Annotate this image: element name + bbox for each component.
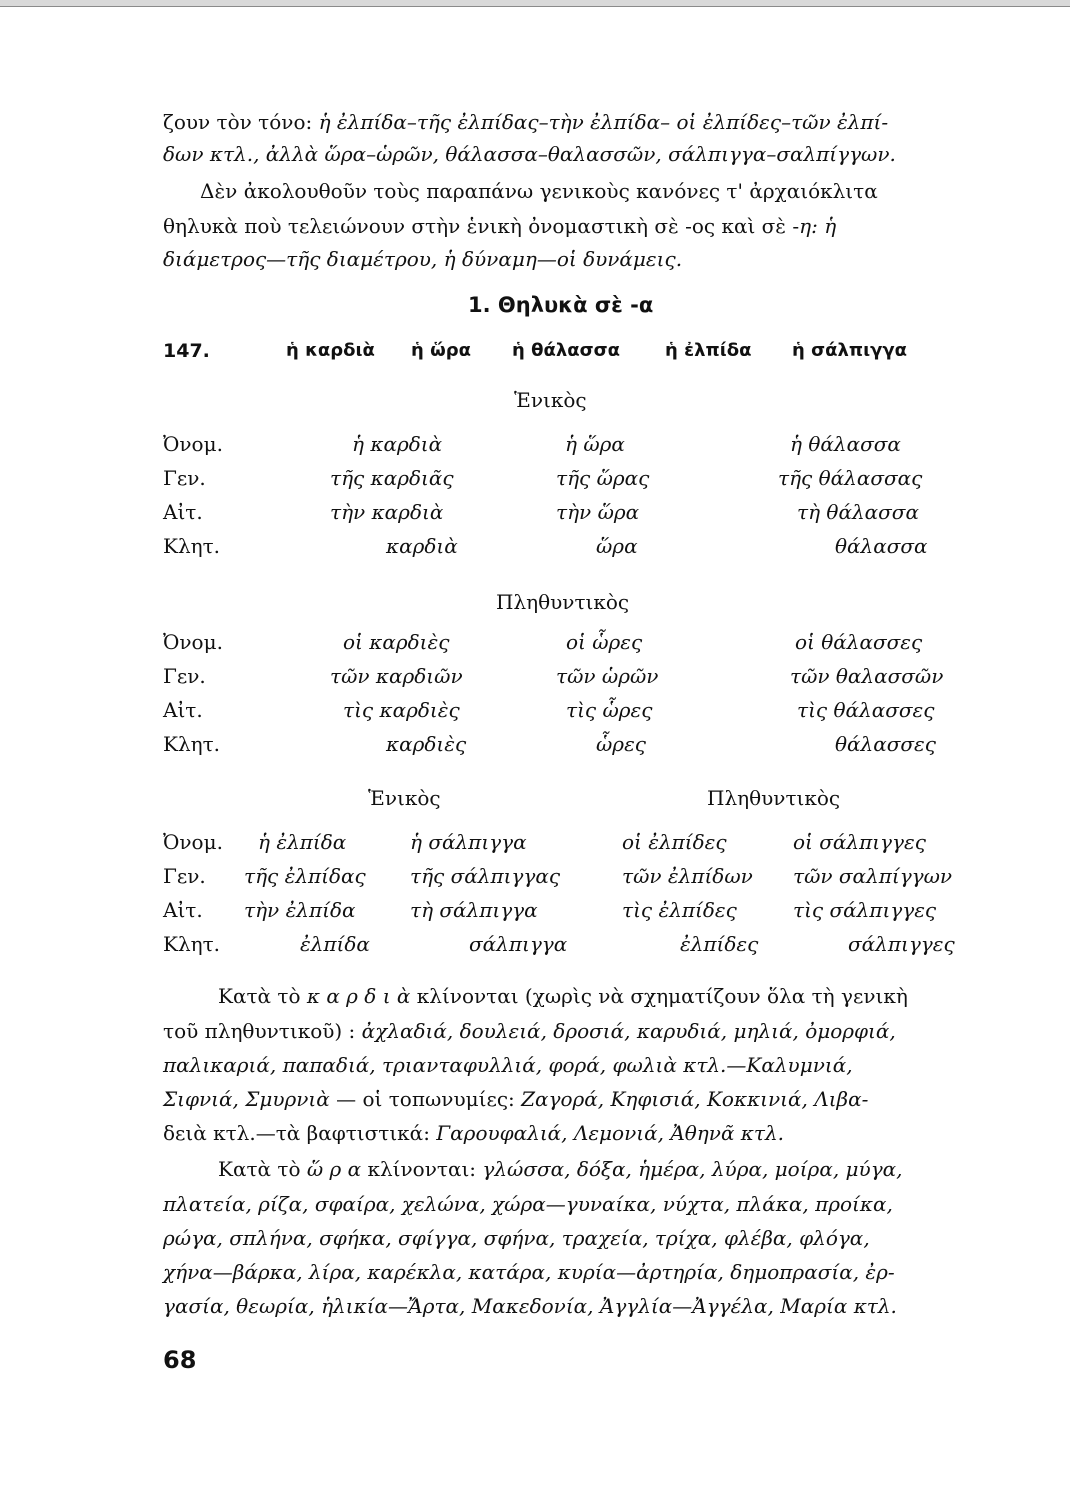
form-cell: τὶς θάλασσες — [797, 698, 935, 722]
case-label: Ὀνομ. — [163, 830, 223, 854]
para2-model-word: ὥ ρ α — [306, 1157, 362, 1181]
case-label: Κλητ. — [163, 534, 221, 558]
page-number: 68 — [163, 1346, 197, 1374]
para1-text: — οἱ τοπωνυμίες: — [329, 1087, 522, 1111]
table-row — [0, 664, 1070, 698]
paradigm-word-5: ἡ σάλπιγγα — [792, 340, 907, 361]
table-row — [0, 630, 1070, 664]
table1-plural-heading: Πληθυντικὸς — [496, 590, 630, 614]
para2-line-1 — [218, 1151, 903, 1187]
para1-examples: Γαρουφαλιά, Λεμονιά, Ἀθηνᾶ κτλ. — [436, 1121, 785, 1145]
form-cell: σάλπιγγα — [469, 932, 568, 956]
form-cell: τῶν καρδιῶν — [330, 664, 463, 688]
form-cell: τὴν ἐλπίδα — [244, 898, 356, 922]
para2-text: κλίνονται: — [361, 1157, 483, 1181]
table-row — [0, 830, 1070, 864]
form-cell: τῶν θαλασσῶν — [790, 664, 944, 688]
form-cell: τῆς σάλπιγγας — [410, 864, 561, 888]
para1-examples: Ζαγορά, Κηφισιά, Κοκκινιά, Λιβα- — [521, 1087, 869, 1111]
form-cell: ἡ θάλασσα — [790, 432, 901, 456]
intro-line-1-text: ζουν τὸν τόνο: — [163, 110, 319, 134]
intro-line-1 — [163, 104, 888, 140]
table-row — [0, 500, 1070, 534]
case-label: Αἰτ. — [163, 898, 203, 922]
form-cell: τῆς καρδιᾶς — [330, 466, 454, 490]
para1-line-2 — [163, 1013, 896, 1049]
para1-text: —τὰ βαφτιστικά: — [255, 1121, 437, 1145]
form-cell: ἡ σάλπιγγα — [410, 830, 527, 854]
para2-line-4: χήνα—βάρκα, λίρα, καρέκλα, κατάρα, κυρία—ἀρτηρία, δημοπρασία, ἐρ- — [163, 1260, 895, 1284]
table-row — [0, 864, 1070, 898]
form-cell: τὴ σάλπιγγα — [410, 898, 538, 922]
form-cell: τῆς θάλασσας — [778, 466, 923, 490]
form-cell: ἐλπίδες — [680, 932, 759, 956]
table-row — [0, 932, 1070, 966]
para1-text: δειὰ κτλ. — [163, 1121, 256, 1145]
intro-line-4-text: θηλυκὰ ποὺ τελειώνουν στὴν ἑνικὴ ὀνομαστικὴ σὲ -ος καὶ σὲ - — [163, 214, 800, 238]
intro-line-1-examples: ἡ ἐλπίδα–τῆς ἐλπίδας–τὴν ἐλπίδα– οἱ ἐλπίδες–τῶν ἐλπί- — [318, 110, 889, 134]
para2-line-2: πλατεία, ρίζα, σφαίρα, χελώνα, χώρα—γυναίκα, νύχτα, πλάκα, προίκα, — [163, 1192, 893, 1216]
form-cell: καρδιὲς — [386, 732, 467, 756]
form-cell: οἱ καρδιὲς — [343, 630, 450, 654]
form-cell: ἡ ὥρα — [565, 432, 625, 456]
section-title: 1. Θηλυκὰ σὲ -α — [468, 293, 654, 317]
para1-examples: Σιφνιά, Σμυρνιὰ — [163, 1087, 330, 1111]
para1-line-5 — [163, 1115, 784, 1151]
form-cell: τὶς ἐλπίδες — [622, 898, 737, 922]
form-cell: τῆς ὥρας — [556, 466, 650, 490]
table-row — [0, 898, 1070, 932]
para2-text: Κατὰ τὸ — [218, 1157, 307, 1181]
case-label: Αἰτ. — [163, 500, 203, 524]
scan-top-edge — [0, 0, 1070, 7]
case-label: Γεν. — [163, 664, 206, 688]
table1-singular-heading: Ἑνικὸς — [514, 388, 587, 412]
form-cell: οἱ σάλπιγγες — [793, 830, 926, 854]
para1-text: κλίνονται (χωρὶς νὰ σχηματίζουν ὅλα τὴ γενικὴ — [410, 984, 908, 1008]
paradigm-number: 147. — [163, 340, 210, 362]
paradigm-word-3: ἡ θάλασσα — [512, 340, 620, 361]
case-label: Γεν. — [163, 864, 206, 888]
form-cell: ἡ καρδιὰ — [352, 432, 443, 456]
intro-line-4-example: η: ἡ — [799, 214, 837, 238]
para1-line-3: παλικαριά, παπαδιά, τριανταφυλλιά, φορά, φωλιὰ κτλ.—Καλυμνιά, — [163, 1053, 853, 1077]
form-cell: σάλπιγγες — [848, 932, 955, 956]
intro-line-4 — [163, 208, 836, 244]
para1-line-1 — [218, 978, 908, 1014]
case-label: Κλητ. — [163, 932, 221, 956]
form-cell: οἱ θάλασσες — [795, 630, 923, 654]
form-cell: ὧρες — [596, 732, 646, 756]
table-row — [0, 534, 1070, 568]
para2-line-5: γασία, θεωρία, ἡλικία—Ἄρτα, Μακεδονία, Ἀγγλία—Ἀγγέλα, Μαρία κτλ. — [163, 1294, 897, 1318]
form-cell: θάλασσες — [835, 732, 936, 756]
form-cell: τὶς ὧρες — [566, 698, 653, 722]
para1-text: τοῦ πληθυντικοῦ) : — [163, 1019, 362, 1043]
para2-examples: γλώσσα, δόξα, ἡμέρα, λύρα, μοίρα, μύγα, — [482, 1157, 903, 1181]
intro-line-3: Δὲν ἀκολουθοῦν τοὺς παραπάνω γενικοὺς κανόνες τ' ἀρχαιόκλιτα — [200, 179, 878, 203]
para1-line-4 — [163, 1081, 868, 1117]
form-cell: οἱ ἐλπίδες — [622, 830, 727, 854]
table-row — [0, 432, 1070, 466]
form-cell: ἐλπίδα — [300, 932, 370, 956]
form-cell: τῶν σαλπίγγων — [793, 864, 953, 888]
form-cell: τῆς ἐλπίδας — [244, 864, 366, 888]
case-label: Κλητ. — [163, 732, 221, 756]
para1-examples: ἀχλαδιά, δουλειά, δροσιά, καρυδιά, μηλιά, ὀμορφιά, — [361, 1019, 896, 1043]
case-label: Ὀνομ. — [163, 630, 223, 654]
table-row — [0, 698, 1070, 732]
table-row — [0, 466, 1070, 500]
intro-line-2: δων κτλ., ἀλλὰ ὥρα–ὡρῶν, θάλασσα–θαλασσῶν, σάλπιγγα–σαλπίγγων. — [163, 142, 896, 166]
form-cell: ὥρα — [596, 534, 638, 558]
form-cell: οἱ ὧρες — [566, 630, 643, 654]
form-cell: τὴν ὥρα — [556, 500, 640, 524]
para2-line-3: ρώγα, σπλήνα, σφήκα, σφίγγα, σφήνα, τραχεία, τρίχα, φλέβα, φλόγα, — [163, 1226, 870, 1250]
table2-plural-heading: Πληθυντικὸς — [707, 786, 841, 810]
form-cell: τῶν ἐλπίδων — [622, 864, 753, 888]
form-cell: καρδιὰ — [386, 534, 458, 558]
table2-singular-heading: Ἑνικὸς — [368, 786, 441, 810]
case-label: Αἰτ. — [163, 698, 203, 722]
case-label: Ὀνομ. — [163, 432, 223, 456]
form-cell: τὴν καρδιὰ — [330, 500, 444, 524]
paradigm-word-4: ἡ ἐλπίδα — [665, 340, 752, 361]
paradigm-word-2: ἡ ὥρα — [411, 340, 471, 361]
form-cell: τὴ θάλασσα — [797, 500, 919, 524]
form-cell: τῶν ὡρῶν — [556, 664, 659, 688]
paradigm-word-1: ἡ καρδιὰ — [286, 340, 375, 361]
para1-model-word: κ α ρ δ ι ὰ — [306, 984, 411, 1008]
intro-line-5: διάμετρος—τῆς διαμέτρου, ἡ δύναμη—οἱ δυνάμεις. — [163, 247, 683, 271]
table-row — [0, 732, 1070, 766]
para1-text: Κατὰ τὸ — [218, 984, 307, 1008]
form-cell: τὶς σάλπιγγες — [793, 898, 937, 922]
case-label: Γεν. — [163, 466, 206, 490]
form-cell: θάλασσα — [835, 534, 928, 558]
form-cell: ἡ ἐλπίδα — [258, 830, 347, 854]
form-cell: τὶς καρδιὲς — [343, 698, 460, 722]
